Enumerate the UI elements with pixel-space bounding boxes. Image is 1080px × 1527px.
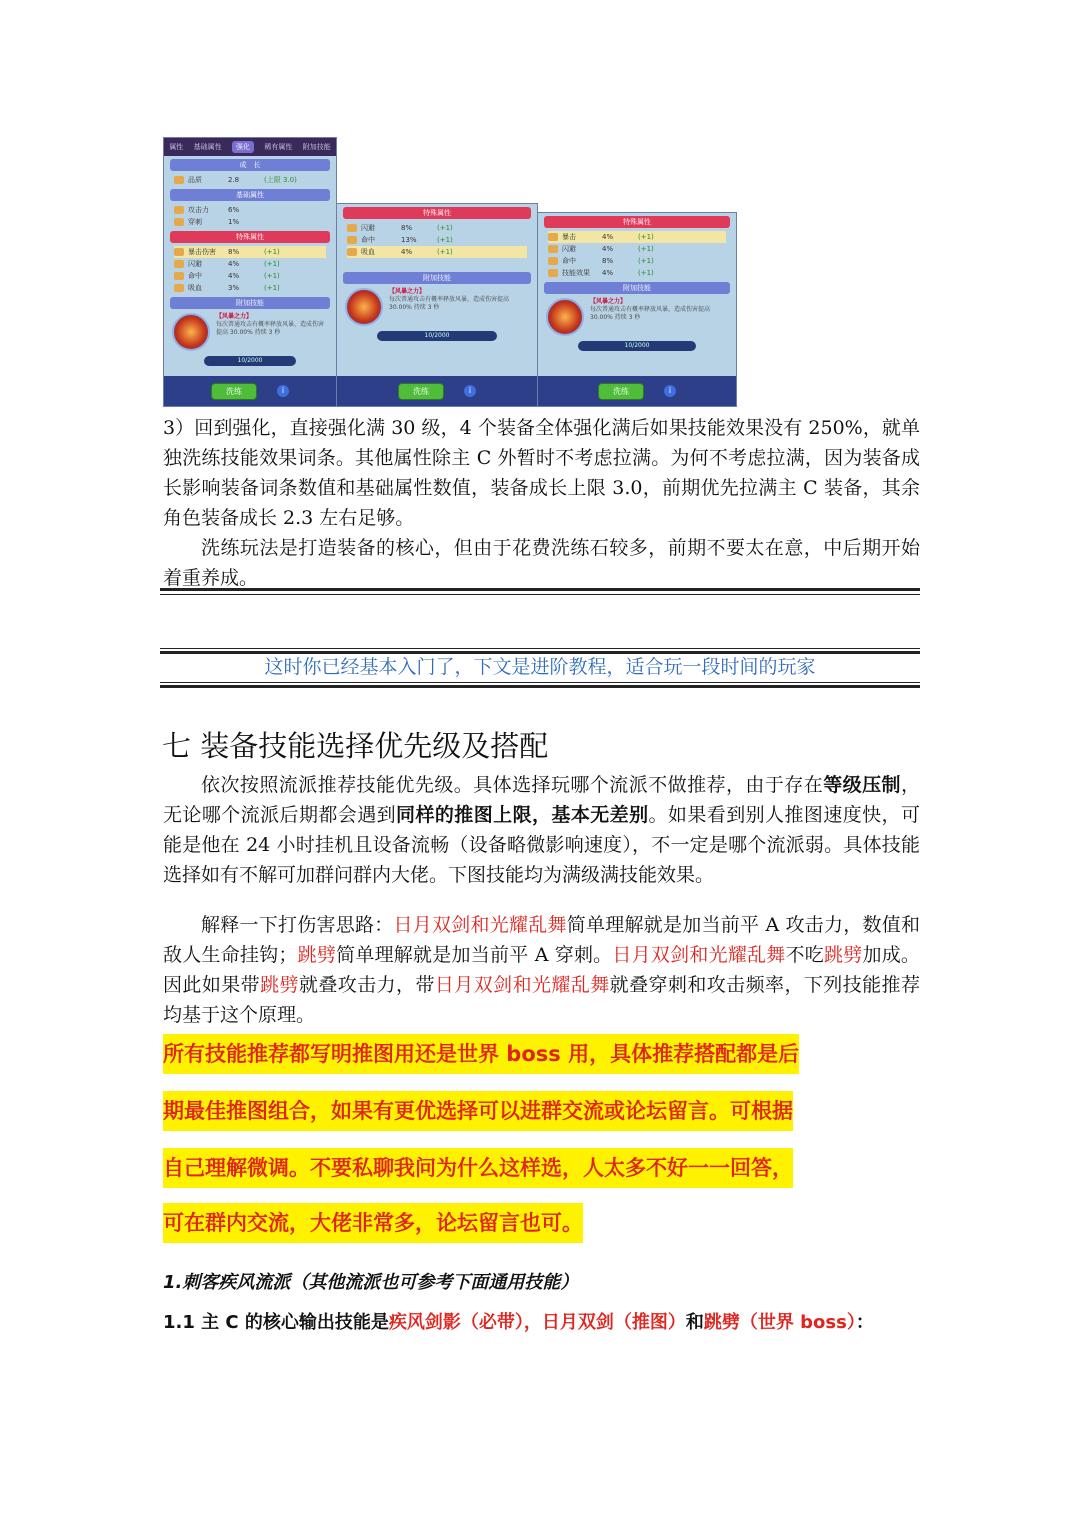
section-title: 七 装备技能选择优先级及搭配 <box>162 729 549 763</box>
skill-desc: 每次普通攻击有概率释放风暴，造成伤害提高 30.00% 持续 3 秒 <box>216 321 325 336</box>
skill-name: 【风暴之力】 <box>590 298 627 305</box>
tab: 基础属性 <box>193 143 222 151</box>
skill-card <box>172 313 328 351</box>
game-screenshot-2 <box>336 203 538 407</box>
wash-button: 洗练 <box>598 383 644 400</box>
gem-counter: 10/2000 <box>578 341 696 351</box>
info-icon: i <box>277 385 289 397</box>
paragraph-priority: 依次按照流派推荐技能优先级。具体选择玩哪个流派不做推荐，由于存在等级压制，无论哪个流派后期都会遇到同样的推图上限，基本无差别。如果看到别人推图速度快，可能是他在 24 小时挂机且设备流畅（设备略微影响速度），不一定是哪个流派弱。具体技能选择如有不解可加群问群内大佬。下图技能均为满级满技能效果。 <box>163 774 920 886</box>
divider <box>160 594 920 595</box>
skill-card <box>345 288 529 326</box>
stat-icon <box>174 284 184 292</box>
divider <box>160 648 920 649</box>
skill-name: 【风暴之力】 <box>216 313 253 320</box>
tab-active: 强化 <box>232 141 254 153</box>
section-header: 特殊属性 <box>170 231 330 243</box>
stat-row: 闪避 4% (+1) <box>174 258 326 270</box>
stat-icon <box>548 245 558 253</box>
skill-card <box>546 298 728 336</box>
highlight-line: 自己理解微调。不要私聊我问为什么这样选，人太多不好一一回答， <box>163 1148 793 1188</box>
divider <box>160 588 920 591</box>
skill-desc: 每次普通攻击有概率释放风暴，造成伤害提高 30.00% 持续 3 秒 <box>389 296 510 311</box>
tab: 属性 <box>169 143 184 151</box>
section-header: 特殊属性 <box>343 207 531 219</box>
fire-skill-icon <box>345 288 383 326</box>
info-icon: i <box>664 385 676 397</box>
screenshot-footer <box>538 376 736 406</box>
stat-row: 暴击伤害 8% (+1) <box>174 246 326 258</box>
stat-row: 吸血 4% (+1) <box>347 246 527 258</box>
stat-icon <box>548 257 558 265</box>
wash-button: 洗练 <box>398 383 444 400</box>
stat-icon <box>174 272 184 280</box>
stat-icon <box>174 218 184 226</box>
screenshot-footer <box>164 376 336 406</box>
stat-icon <box>174 176 184 184</box>
stat-icon <box>347 224 357 232</box>
section-header: 附加技能 <box>170 297 330 309</box>
stat-row: 品质 2.8 (上限 3.0) <box>174 174 326 186</box>
subheading-assassin: 1.刺客疾风流派（其他流派也可参考下面通用技能） <box>163 1272 579 1293</box>
stat-row: 技能效果 4% (+1) <box>548 267 726 279</box>
stat-icon <box>548 233 558 241</box>
stat-row: 攻击力 6% <box>174 204 326 216</box>
game-screenshot-1 <box>163 137 337 407</box>
section-header: 基础属性 <box>170 189 330 201</box>
skill-desc: 每次普通攻击有概率释放风暴，造成伤害提高 30.00% 持续 3 秒 <box>590 306 711 321</box>
stat-row: 命中 4% (+1) <box>174 270 326 282</box>
stat-row: 暴击 4% (+1) <box>548 231 726 243</box>
stat-row: 吸血 3% (+1) <box>174 282 326 294</box>
divider <box>160 682 920 683</box>
paragraph-enhance: 3）回到强化，直接强化满 30 级，4 个装备全体强化满后如果技能效果没有 250%，就单独洗练技能效果词条。其他属性除主 C 外暂时不考虑拉满。为何不考虑拉满，因为装备成长影响装备词条数值和基础属性数值，装备成长上限 3.0，前期优先拉满主 C 装备，其余角色装备成长 2.3 左右足够。 <box>163 417 920 529</box>
gem-counter: 10/2000 <box>204 356 296 366</box>
game-screenshot-3 <box>537 212 737 407</box>
skill-name: 【风暴之力】 <box>389 288 426 295</box>
subheading-core-skills: 1.1 主 C 的核心输出技能是疾风剑影（必带），日月双剑（推图）和跳劈（世界 boss）： <box>163 1312 874 1333</box>
tab: 附加技能 <box>302 143 331 151</box>
screenshot-footer <box>337 376 537 406</box>
stat-icon <box>174 248 184 256</box>
highlight-line: 所有技能推荐都写明推图用还是世界 boss 用，具体推荐搭配都是后 <box>163 1034 799 1074</box>
stat-row: 穿刺 1% <box>174 216 326 228</box>
stat-icon <box>174 206 184 214</box>
info-icon: i <box>464 385 476 397</box>
section-header: 附加技能 <box>544 282 730 294</box>
tab: 稀有属性 <box>264 143 293 151</box>
stat-row: 命中 8% (+1) <box>548 255 726 267</box>
advanced-banner: 这时你已经基本入门了，下文是进阶教程，适合玩一段时间的玩家 <box>264 656 816 678</box>
wash-button: 洗练 <box>211 383 257 400</box>
stat-icon <box>347 248 357 256</box>
gem-counter: 10/2000 <box>377 331 497 341</box>
section-header: 附加技能 <box>343 272 531 284</box>
section-header: 成 长 <box>170 159 330 171</box>
tab-bar <box>164 138 336 156</box>
paragraph-damage-logic: 解释一下打伤害思路：日月双剑和光耀乱舞简单理解就是加当前平 A 攻击力，数值和敌人生命挂钩；跳劈简单理解就是加当前平 A 穿刺。日月双剑和光耀乱舞不吃跳劈加成。因此如果带跳劈就叠攻击力，带日月双剑和光耀乱舞就叠穿刺和攻击频率，下列技能推荐均基于这个原理。 <box>163 914 920 1026</box>
stat-row: 闪避 8% (+1) <box>347 222 527 234</box>
highlight-line: 可在群内交流，大佬非常多，论坛留言也可。 <box>163 1203 583 1243</box>
stat-row: 闪避 4% (+1) <box>548 243 726 255</box>
paragraph-wash: 洗练玩法是打造装备的核心，但由于花费洗练石较多，前期不要太在意，中后期开始着重养成。 <box>163 537 920 589</box>
section-header: 特殊属性 <box>544 216 730 228</box>
divider <box>160 685 920 688</box>
stat-icon <box>347 236 357 244</box>
highlight-line: 期最佳推图组合，如果有更优选择可以进群交流或论坛留言。可根据 <box>163 1091 793 1131</box>
stat-row: 命中 13% (+1) <box>347 234 527 246</box>
stat-icon <box>548 269 558 277</box>
fire-skill-icon <box>172 313 210 351</box>
stat-icon <box>174 260 184 268</box>
fire-skill-icon <box>546 298 584 336</box>
